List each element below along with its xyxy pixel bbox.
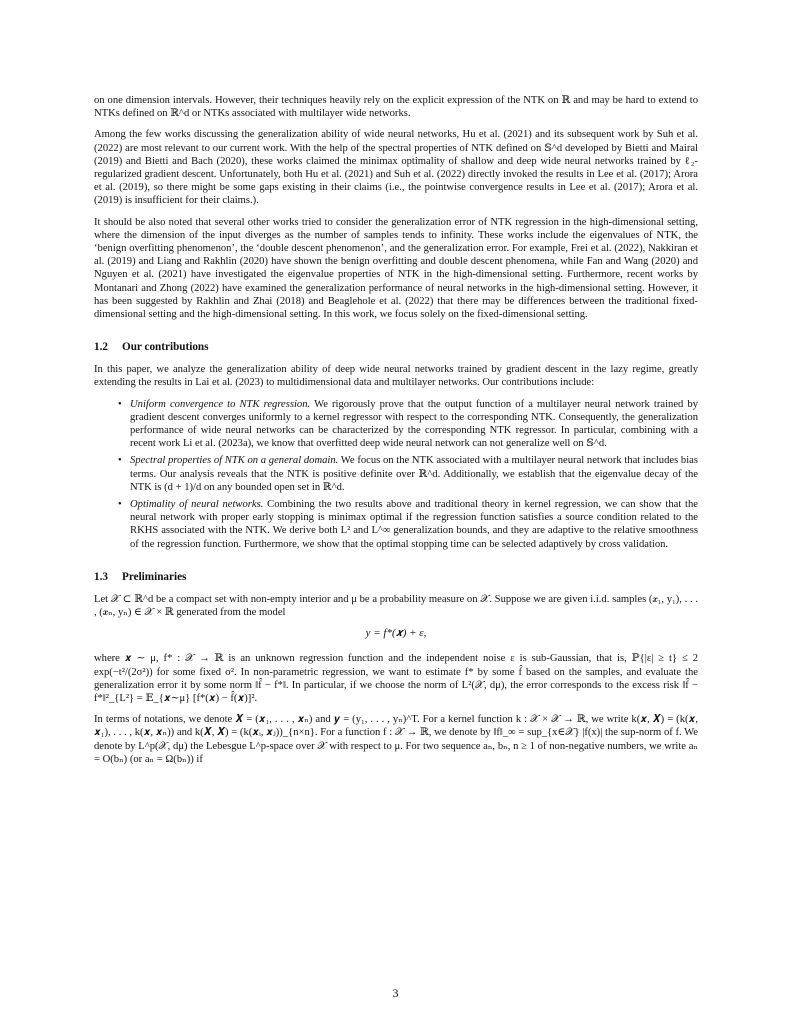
page-body: [94, 94, 698, 774]
model-equation: y = f*(𝒙) + ε,: [365, 627, 427, 640]
paragraph-preliminaries-setup: Let 𝒳 ⊂ ℝ^d be a compact set with non-empty interior and μ be a probability measure on 𝒳. Suppose we are given i.i.d. samples (𝒙₁, y₁), . . . , (𝒙ₙ, yₙ) ∈ 𝒳 × ℝ generated from the model: [94, 593, 698, 619]
paragraph-preliminaries-notation: In terms of notations, we denote 𝑿 = (𝒙₁, . . . , 𝒙ₙ) and 𝒚 = (y₁, . . . , yₙ)^T. For a kernel function k : 𝒳 × 𝒳 → ℝ, we write k(𝒙, 𝑿) = (k(𝒙, 𝒙₁), . . . , k(𝒙, 𝒙ₙ)) and k(𝑿, 𝑿) = (k(𝒙ᵢ, 𝒙ⱼ))_{n×n}. For a function f : 𝒳 → ℝ, we denote by ‖f‖_∞ = sup_{x∈𝒳} |f(x)| the sup-norm of f. We denote by L^p(𝒳, dμ) the Lebesgue L^p-space over 𝒳 with respect to μ. For two sequence aₙ, bₙ, n ≥ 1 of non-negative numbers, we write aₙ = O(bₙ) (or aₙ = Ω(bₙ)) if: [94, 714, 698, 765]
bullet-text: Combining the two results above and traditional theory in kernel regression, we can show that the neural network with proper early stopping is minimax optimal if the regression function satisfies a source condition related to the RKHS associated with the NTK. We derive both L² and L^∞ generalization bounds, and they are adaptive to the relative smoothness of the regression function. Furthermore, we show that the optimal stopping time can be selected adaptively by cross validation.: [130, 499, 698, 550]
paragraph-preliminaries-error: where 𝒙 ∼ μ, f* : 𝒳 → ℝ is an unknown regression function and the independent noise ε is sub-Gaussian, that is, ℙ{|ε| ≥ t} ≤ 2 exp(−t²/(2σ²)) for some fixed σ². In non-parametric regression, we want to estimate f* by some f̂ based on the samples, and evaluate the generalization error it by some norm ‖f̂ − f*‖. In particular, if we choose the norm of L²(𝒳, dμ), the error corresponds to the excess risk ‖f̂ − f*‖²_{L²} = 𝔼_{𝒙∼μ} [f*(𝒙) − f̂(𝒙)]².: [94, 653, 698, 704]
page-number: 3: [392, 986, 399, 1000]
list-item: [130, 398, 698, 451]
bullet-text: We focus on the NTK associated with a multilayer neural network that includes bias terms. Our analysis reveals that the NTK is positive definite over ℝ^d. Additionally, we establish that the eigenvalue decay of the NTK is (d + 1)/d on any bounded open set in ℝ^d.: [130, 455, 698, 493]
list-item: [130, 454, 698, 494]
section-heading-preliminaries: [94, 571, 698, 583]
section-number: 1.3: [94, 570, 108, 583]
paragraph-contributions-intro: In this paper, we analyze the generalization ability of deep wide neural networks trained by gradient descent in the lazy regime, greatly extending the results in Lai et al. (2023) to multidimensional data and multilayer networks. Our contributions include:: [94, 364, 698, 389]
contributions-list: [94, 398, 698, 551]
bullet-title: Optimality of neural networks.: [130, 499, 264, 511]
section-title: Our contributions: [122, 341, 209, 354]
paragraph-high-dimensional: It should be also noted that several other works tried to consider the generalization error of NTK regression in the high-dimensional setting, where the dimension of the input diverges as the number of samples tends to infinity. These works include the eigenvalues of NTK, the ‘benign overfitting phenomenon’, the ‘double descent phenomenon’, and the generalization error. For example, Frei et al. (2022), Nakkiran et al. (2019) and Liang and Rakhlin (2020) have shown the benign overfitting and double descent phenomena, while Fan and Wang (2020) and Nguyen et al. (2021) have investigated the eigenvalue properties of NTK in the high-dimensional setting. Furthermore, recent works by Montanari and Zhong (2022) have examined the generalization performance of neural networks in the high-dimensional setting. However, it has been suggested by Rakhlin and Zhai (2018) and Beaglehole et al. (2022) that there may be differences between the traditional fixed-dimensional setting and the high-dimensional setting. In this work, we focus solely on the fixed-dimensional setting.: [94, 216, 698, 321]
section-number: 1.2: [94, 341, 108, 354]
bullet-text: We rigorously prove that the output function of a multilayer neural network trained by gradient descent converges uniformly to a kernel regressor with respect to the corresponding NTK. Consequently, the generalization performance of wide neural networks can be characterized by the corresponding NTK regressor. In particular, combining with a recent work Li et al. (2023a), we know that overfitted deep wide neural network can not generalize well on 𝕊^d.: [130, 398, 698, 450]
bullet-title: Uniform convergence to NTK regression.: [130, 398, 311, 410]
paragraph-intro-continued: on one dimension intervals. However, their techniques heavily rely on the explicit expression of the NTK on ℝ and may be hard to extend to NTKs defined on ℝ^d or NTKs associated with multilayer wide networks.: [94, 95, 698, 120]
list-item: [130, 498, 698, 551]
section-title: Preliminaries: [122, 570, 187, 583]
bullet-title: Spectral properties of NTK on a general domain.: [130, 455, 339, 467]
section-heading-contributions: [94, 341, 698, 353]
paragraph-related-generalization: Among the few works discussing the generalization ability of wide neural networks, Hu et al. (2021) and its subsequent work by Suh et al. (2022) are most relevant to our current work. With the help of the spectral properties of NTK defined on 𝕊^d developed by Bietti and Mairal (2019) and Bietti and Bach (2020), these works claimed the minimax optimality of shallow and deep wide neural networks trained by ℓ₂-regularized gradient descent. Unfortunately, both Hu et al. (2021) and Suh et al. (2022) directly invoked the results in Lee et al. (2017); Arora et al. (2019), so there might be some gaps existing in their claims (i.e., the pointwise convergence results in Lee et al. (2017); Arora et al. (2019) is insufficient for their claims.).: [94, 129, 698, 207]
